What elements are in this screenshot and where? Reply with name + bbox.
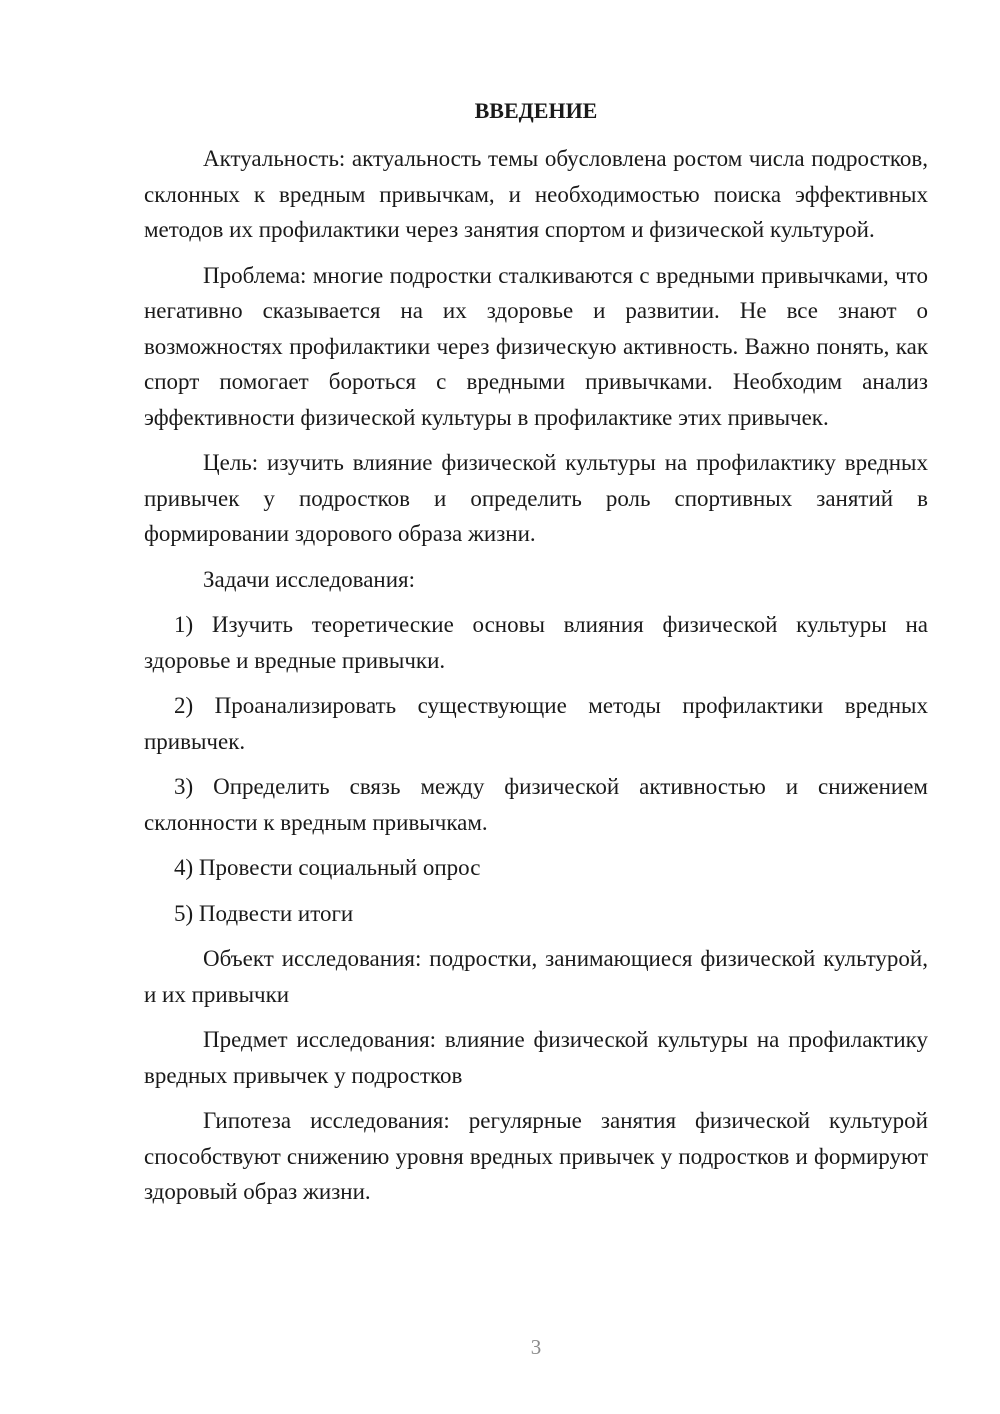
paragraph-goal: Цель: изучить влияние физической культуры на профилактику вредных привычек у подростков и определить роль спортивных занятий в формировании здорового образа жизни.	[144, 450, 928, 546]
document-body	[144, 141, 928, 1220]
task-item: 1) Изучить теоретические основы влияния физической культуры на здоровье и вредные привычки.	[144, 612, 928, 673]
paragraph-relevance: Актуальность: актуальность темы обусловлена ростом числа подростков, склонных к вредным привычкам, и необходимостью поиска эффективных методов их профилактики через занятия спортом и физической культурой.	[144, 146, 928, 242]
task-item: 5) Подвести итоги	[174, 900, 354, 926]
task-item: 3) Определить связь между физической активностью и снижением склонности к вредным привычкам.	[144, 774, 928, 835]
paragraph-object: Объект исследования: подростки, занимающиеся физической культурой, и их привычки	[144, 946, 928, 1007]
task-item: 4) Провести социальный опрос	[174, 855, 481, 880]
tasks-heading: Задачи исследования:	[203, 566, 416, 592]
paragraph-hypothesis: Гипотеза исследования: регулярные занятия физической культурой способствуют снижению уровня вредных привычек у подростков и формируют здоровый образ жизни.	[144, 1108, 928, 1204]
paragraph-subject: Предмет исследования: влияние физической культуры на профилактику вредных привычек у подростков	[144, 1027, 928, 1088]
page-title: ВВЕДЕНИЕ	[474, 98, 598, 123]
page-number: 3	[530, 1335, 542, 1359]
task-item: 2) Проанализировать существующие методы профилактики вредных привычек.	[144, 693, 928, 754]
paragraph-problem: Проблема: многие подростки сталкиваются с вредными привычками, что негативно сказывается на их здоровье и развитии. Не все знают о возможностях профилактики через физическую активность. Важно понять, как спорт помогает бороться с вредными привычками. Необходим анализ эффективности физической культуры в профилактике этих привычек.	[144, 262, 928, 430]
